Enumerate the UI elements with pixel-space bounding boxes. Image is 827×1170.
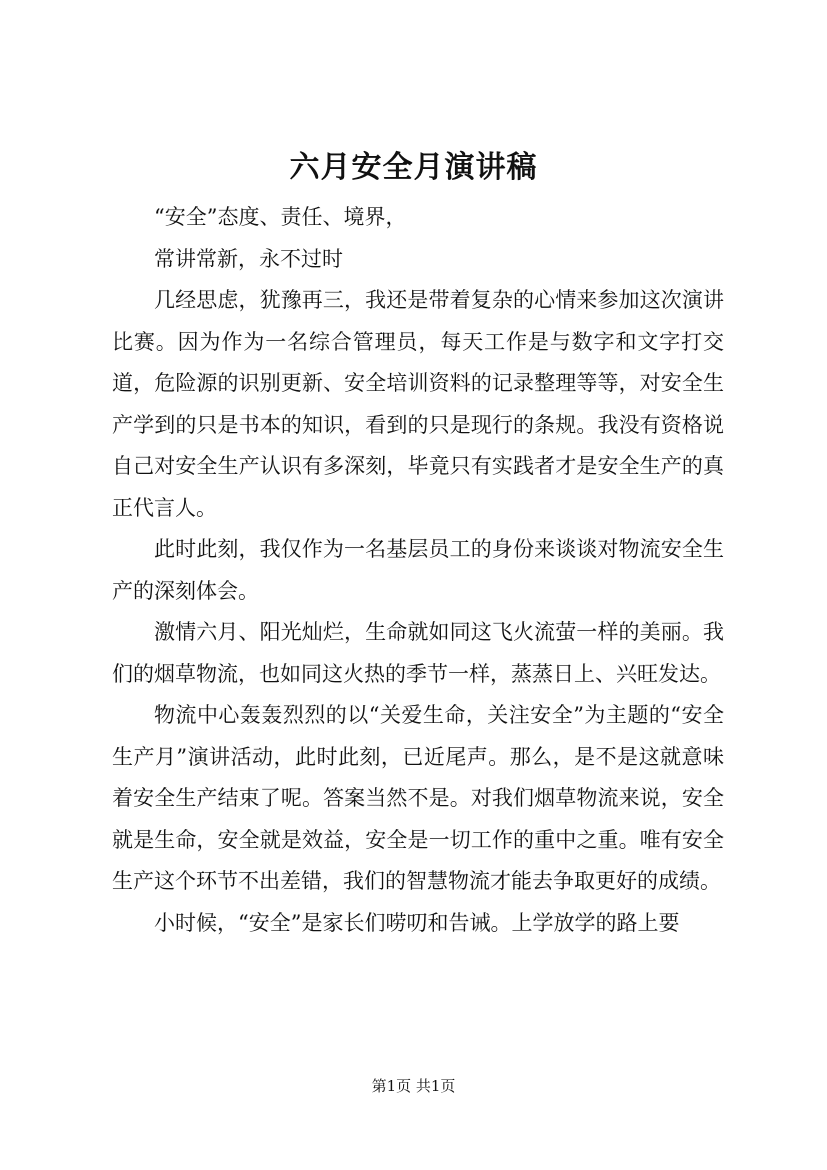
paragraph-2: 常讲常新，永不过时 — [154, 246, 343, 271]
paragraph-3: 几经思虑，犹豫再三，我还是带着复杂的心情来参加这次演讲比赛。因为作为一名综合管理员，每天工作是与数字和文字打交道，危险源的识别更新、安全培训资料的记录整理等等，对安全生产学到的只是书本的知识，看到的只是现行的条规。我没有资格说自己对安全生产认识有多深刻，毕竟只有实践者才是安全生产的真正代言人。 — [112, 288, 724, 520]
document-body — [112, 197, 724, 944]
page-footer: 第1页 共1页 — [371, 1077, 456, 1095]
paragraph-7: 小时候，“安全”是家长们唠叨和告诫。上学放学的路上要 — [154, 910, 680, 935]
document-title: 六月安全月演讲稿 — [289, 150, 538, 185]
paragraph-6: 物流中心轰轰烈烈的以“关爱生命，关注安全”为主题的“安全生产月”演讲活动，此时此刻，已近尾声。那么，是不是这就意味着安全生产结束了呢。答案当然不是。对我们烟草物流来说，安全就是生命，安全就是效益，安全是一切工作的重中之重。唯有安全生产这个环节不出差错，我们的智慧物流才能去争取更好的成绩。 — [112, 703, 724, 893]
paragraph-4: 此时此刻，我仅作为一名基层员工的身份来谈谈对物流安全生产的深刻体会。 — [112, 537, 724, 603]
paragraph-5: 激情六月、阳光灿烂，生命就如同这飞火流萤一样的美丽。我们的烟草物流，也如同这火热的季节一样，蒸蒸日上、兴旺发达。 — [112, 620, 724, 686]
paragraph-1: “安全”态度、责任、境界， — [154, 205, 407, 229]
